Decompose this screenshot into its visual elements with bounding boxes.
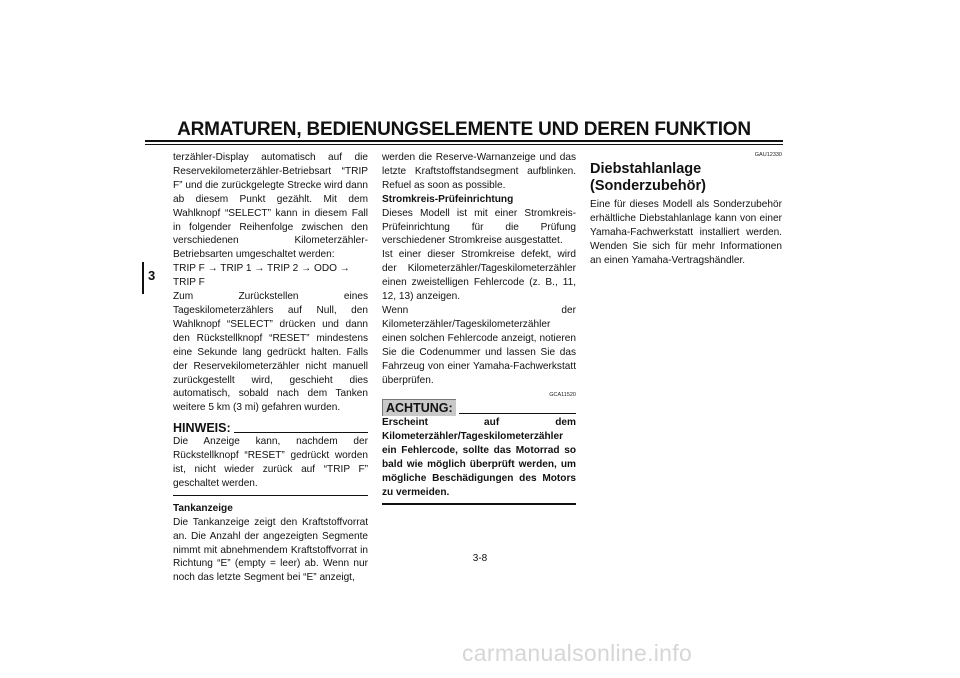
watermark: carmanualsonline.info <box>462 640 693 666</box>
caution-label: ACHTUNG: <box>382 399 456 416</box>
caution-header <box>382 399 576 416</box>
column-right <box>590 151 782 268</box>
column-left <box>173 151 368 585</box>
fuel-gauge-heading: Tankanzeige <box>173 502 233 514</box>
anti-theft-text: Eine für dieses Modell als Sonderzubehör erhältliche Diebstahlanlage kann von einer Yamaha-Fachwerkstatt installiert werden. Wenden Sie sich für mehr Informationen an einen Yamaha-Vertragshändler. <box>590 199 782 266</box>
caution-text: Erscheint auf dem Kilometerzähler/Tageskilometerzähler ein Fehlercode, sollte das Motorrad so bald wie möglich überprüft werden, um mögliche Beschädigungen des Motors zu vermeiden. <box>382 417 576 498</box>
odometer-paragraph: terzähler-Display automatisch auf die Reservekilometerzähler-Betriebsart “TRIP F” und die zurückgelegte Strecke wird dann ab diesem Punkt gezählt. Mit dem Wahlknopf “SELECT” kann in diesem Fall in folgender Reihenfolge zwischen den verschiedenen Kilometerzähler-Betriebsarten umgeschaltet werden: <box>173 152 368 261</box>
caution-box <box>382 391 576 504</box>
circuit-check-text-2: Ist einer dieser Stromkreise defekt, wird der Kilometerzähler/Tageskilometerzähler einen zweistelligen Fehlercode (z. B., 11, 12, 13) anzeigen. <box>382 249 576 303</box>
circuit-check-heading: Stromkreis-Prüfeinrichtung <box>382 193 514 205</box>
anti-theft-title: Diebstahlanlage (Sonderzubehör) <box>590 161 706 194</box>
fuel-gauge-text: Die Tankanzeige zeigt den Kraftstoffvorrat an. Die Anzahl der angezeigten Segmente nimmt mit abnehmendem Kraftstoffvorrat in Richtung “E” (empty = leer) ab. Wenn nur noch das letzte Segment bei “E” anzeigt, <box>173 516 368 584</box>
chapter-tab-bar <box>142 262 144 294</box>
note-end-rule <box>173 495 368 496</box>
page-number: 3-8 <box>472 553 488 564</box>
caution-rule <box>459 413 576 414</box>
section-code: GAU12330 <box>754 152 782 158</box>
caution-end-rule <box>382 503 576 505</box>
header-rule-thin <box>145 144 783 145</box>
circuit-check-text-1: Dieses Modell ist mit einer Stromkreis-Prüfeinrichtung für die Prüfung verschiedener Stromkreise ausgestattet. <box>382 207 576 247</box>
reserve-warning-paragraph: werden die Reserve-Warnanzeige und das letzte Kraftstoffstandsegment aufblinken. Refuel as soon as possible. <box>382 152 576 191</box>
page-header-title: ARMATUREN, BEDIENUNGSELEMENTE UND DEREN FUNKTION <box>177 119 751 140</box>
column-middle <box>382 151 576 505</box>
circuit-check-text-3: Wenn der Kilometerzähler/Tageskilometerzähler einen solchen Fehlercode anzeigt, notieren Sie die Codenummer und lassen Sie das Fahrzeug von einer Yamaha-Fachwerkstatt überprüfen. <box>382 304 576 386</box>
chapter-tab-number: 3 <box>148 268 156 283</box>
note-header <box>173 421 368 435</box>
caution-code: GCA11520 <box>549 392 576 399</box>
note-label: HINWEIS: <box>173 421 231 436</box>
note-rule <box>234 432 368 433</box>
trip-sequence: TRIP F → TRIP 1 → TRIP 2 → ODO → TRIP F <box>173 263 350 289</box>
header-rule <box>145 140 783 142</box>
note-text: Die Anzeige kann, nachdem der Rückstellknopf “RESET” gedrückt worden ist, nicht wieder zurück auf “TRIP F” geschaltet werden. <box>173 436 368 489</box>
reset-paragraph: Zum Zurückstellen eines Tageskilometerzählers auf Null, den Wahlknopf “SELECT” drücken und dann den Rückstellknopf “RESET” mindestens eine Sekunde lang gedrückt halten. Falls der Reservekilometerzähler nicht manuell zurückgestellt wird, geschieht dies automatisch, sobald nach dem Tanken weitere 5 km (3 mi) gefahren wurden. <box>173 291 368 414</box>
